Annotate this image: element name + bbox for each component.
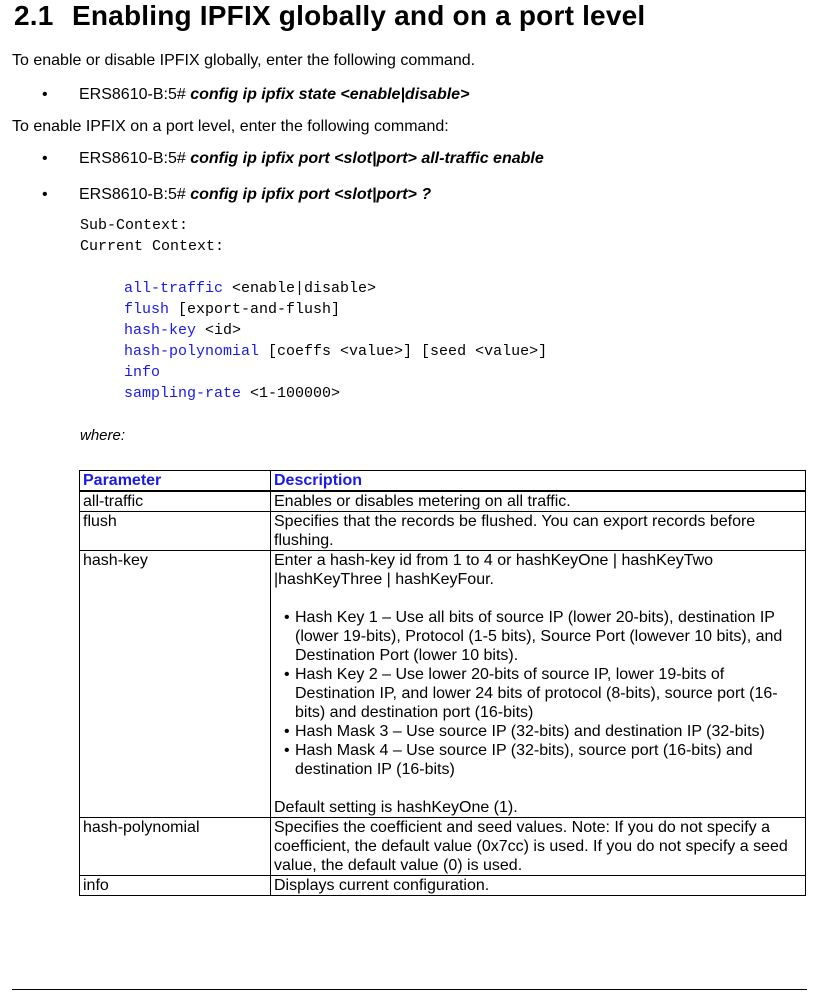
desc-default: Default setting is hashKeyOne (1). xyxy=(274,799,518,816)
code-args: [export-and-flush] xyxy=(169,301,341,318)
code-option-all-traffic xyxy=(124,280,376,297)
section-title: Enabling IPFIX globally and on a port level xyxy=(72,0,646,31)
code-args: <id> xyxy=(196,322,242,339)
code-keyword: all-traffic xyxy=(124,280,224,297)
code-option-hash-key xyxy=(124,322,241,339)
code-args: [coeffs <value>] [seed <value>] xyxy=(259,343,548,360)
code-option-info xyxy=(124,364,160,381)
cmd-text: config ip ipfix port <slot|port> ? xyxy=(190,186,432,203)
table-row xyxy=(80,818,806,876)
header-parameter: Parameter xyxy=(80,471,271,492)
code-keyword: info xyxy=(124,364,161,381)
desc-cell: Specifies the coefficient and seed values. Note: If you do not specify a coefficient, the default value (0x7cc) is used. If you do not specify a seed value, the default value (0) is used. xyxy=(271,818,806,876)
code-keyword: flush xyxy=(124,301,170,318)
desc-intro: Enter a hash-key id from 1 to 4 or hashKeyOne | hashKeyTwo |hashKeyThree | hashKeyFour. xyxy=(274,552,714,588)
code-keyword: hash-polynomial xyxy=(124,343,260,360)
desc-cell xyxy=(271,551,806,818)
code-option-hash-polynomial xyxy=(124,343,547,360)
table-row xyxy=(80,876,806,896)
code-args: <enable|disable> xyxy=(223,280,377,297)
list-item: • Hash Mask 3 – Use source IP (32-bits) and destination IP (32-bits) xyxy=(274,722,802,741)
table-row xyxy=(80,512,806,551)
list-item: • Hash Key 2 – Use lower 20-bits of source IP, lower 19-bits of Destination IP, and lower 24 bits of protocol (8-bits), source port (16-bits) and destination port (16-bits) xyxy=(274,665,802,722)
desc-cell: Enables or disables metering on all traffic. xyxy=(271,491,806,512)
param-cell: all-traffic xyxy=(80,491,271,512)
bullet-dot: • xyxy=(42,86,48,103)
code-keyword: sampling-rate xyxy=(124,385,242,402)
footer-rule xyxy=(12,989,807,990)
param-cell: hash-key xyxy=(80,551,271,818)
section-heading xyxy=(14,0,645,32)
cmd-text: config ip ipfix port <slot|port> all-traffic enable xyxy=(190,150,544,167)
code-keyword: hash-key xyxy=(124,322,197,339)
cmd-text: config ip ipfix state <enable|disable> xyxy=(190,86,470,103)
intro-port-text: To enable IPFIX on a port level, enter the following command: xyxy=(12,118,449,135)
cmd-prompt: ERS8610-B:5# xyxy=(79,86,186,103)
where-label: where: xyxy=(80,427,126,444)
bullet-dot: • xyxy=(42,150,48,167)
code-args: <1-100000> xyxy=(241,385,341,402)
parameter-table xyxy=(79,470,806,896)
section-number: 2.1 xyxy=(14,0,54,31)
table-header-row xyxy=(80,471,806,492)
intro-global-text: To enable or disable IPFIX globally, enter the following command. xyxy=(12,52,476,69)
bullet-dot: • xyxy=(42,186,48,203)
cmd-prompt: ERS8610-B:5# xyxy=(79,150,186,167)
code-sub-context: Sub-Context: xyxy=(80,217,189,234)
desc-cell: Specifies that the records be flushed. You can export records before flushing. xyxy=(271,512,806,551)
code-option-flush xyxy=(124,301,340,318)
list-item: • Hash Key 1 – Use all bits of source IP (lower 20-bits), destination IP (lower 19-bits), Protocol (1-5 bits), Source Port (lowever 10 bits), and Destination Port (lower 10 bits). xyxy=(274,608,802,665)
cmd-prompt: ERS8610-B:5# xyxy=(79,186,186,203)
param-cell: hash-polynomial xyxy=(80,818,271,876)
code-option-sampling-rate xyxy=(124,385,340,402)
desc-cell: Displays current configuration. xyxy=(271,876,806,896)
header-description: Description xyxy=(271,471,806,492)
cmd-port1-item xyxy=(42,150,544,168)
cmd-global-item xyxy=(42,86,469,104)
hash-key-bullet-list xyxy=(274,608,802,779)
param-cell: flush xyxy=(80,512,271,551)
list-item: • Hash Mask 4 – Use source IP (32-bits), source port (16-bits) and destination IP (16-bits) xyxy=(274,741,802,779)
table-row xyxy=(80,551,806,818)
cmd-port2-item xyxy=(42,186,431,204)
param-cell: info xyxy=(80,876,271,896)
code-current-context: Current Context: xyxy=(80,238,225,255)
table-row xyxy=(80,491,806,512)
